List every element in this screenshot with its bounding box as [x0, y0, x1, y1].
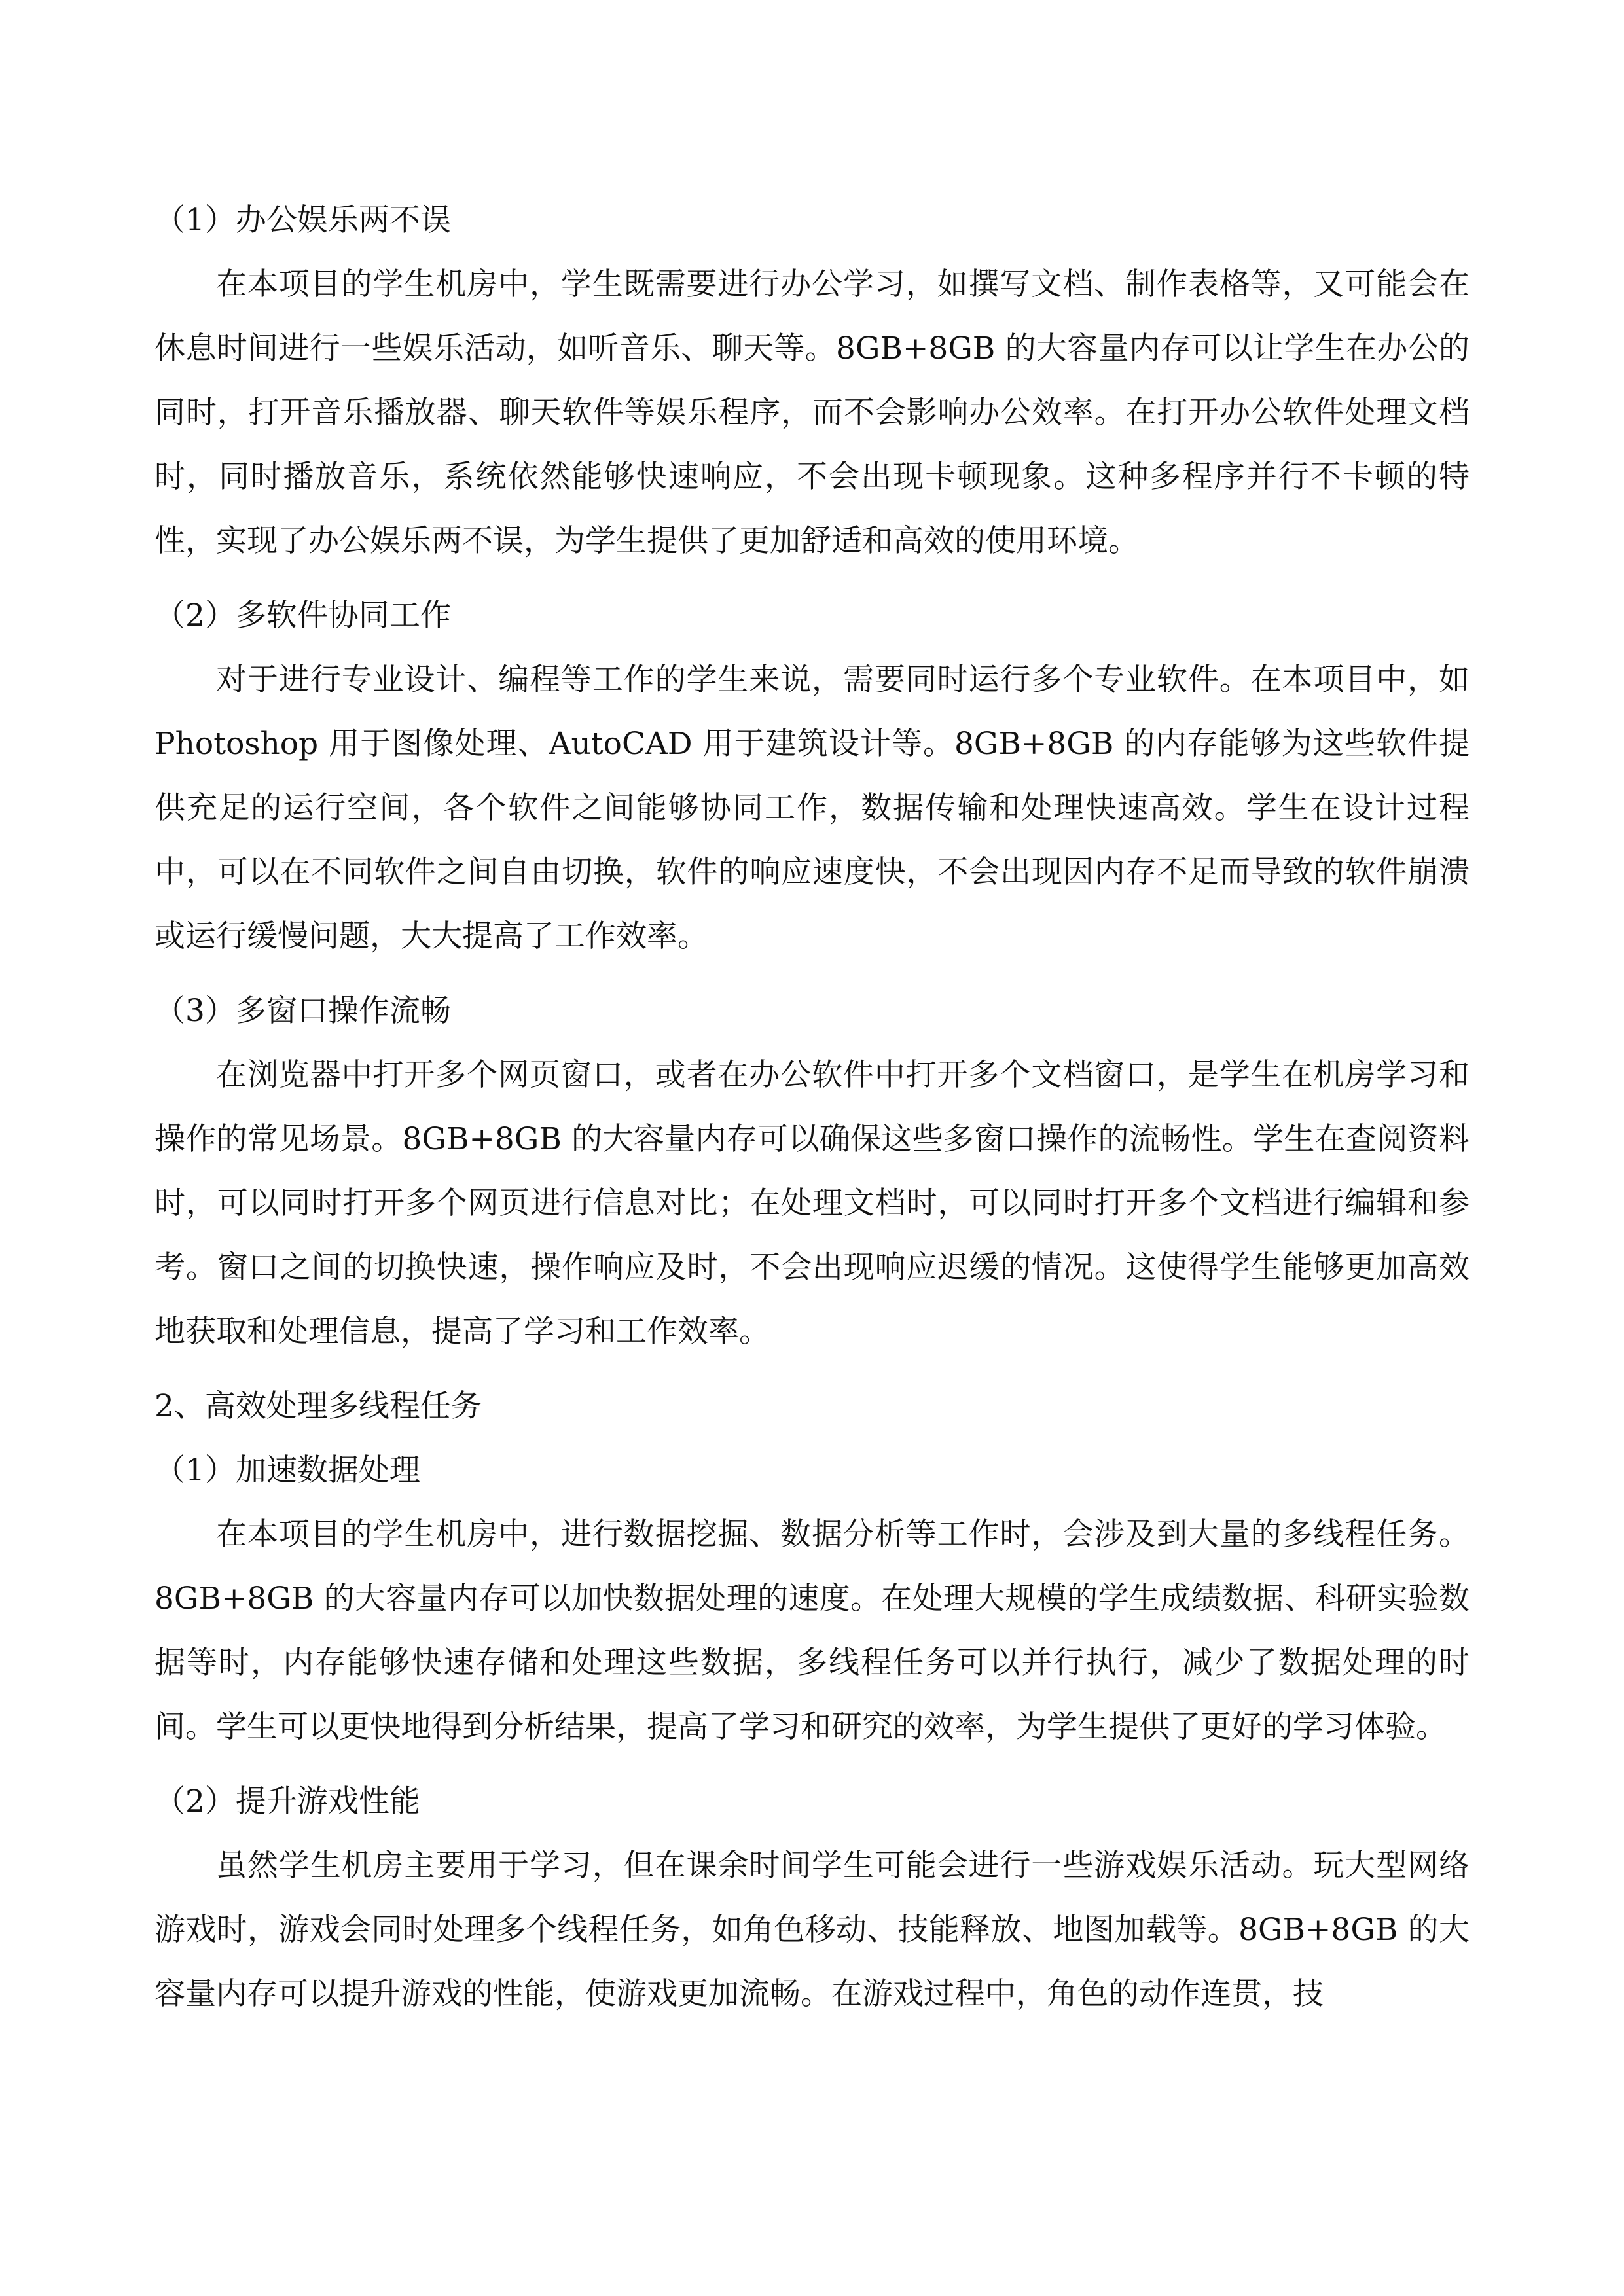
subheading-multi-software: （2）多软件协同工作 [154, 598, 451, 634]
subheading-office-entertainment: （1）办公娱乐两不误 [154, 202, 451, 238]
section-heading-multithread: 2、高效处理多线程任务 [154, 1388, 482, 1424]
paragraph-office-entertainment: 在本项目的学生机房中，学生既需要进行办公学习，如撰写文档、制作表格等，又可能会在休息时间进行一些娱乐活动，如听音乐、聊天等。8GB+8GB 的大容量内存可以让学生在办公的同时，打开音乐播放器、聊天软件等娱乐程序，而不会影响办公效率。在打开办公软件处理文档时，同时播放音乐，系统依然能够快速响应，不会出现卡顿现象。这种多程序并行不卡顿的特性，实现了办公娱乐两不误，为学生提供了更加舒适和高效的使用环境。 [154, 266, 1470, 559]
paragraph-multi-software: 对于进行专业设计、编程等工作的学生来说，需要同时运行多个专业软件。在本项目中，如 Photoshop 用于图像处理、AutoCAD 用于建筑设计等。8GB+8GB 的内存能够为这些软件提供充足的运行空间，各个软件之间能够协同工作，数据传输和处理快速高效。学生在设计过程中，可以在不同软件之间自由切换，软件的响应速度快，不会出现因内存不足而导致的软件崩溃或运行缓慢问题，大大提高了工作效率。 [154, 662, 1470, 954]
subheading-game-performance: （2）提升游戏性能 [154, 1784, 420, 1820]
subheading-multi-window: （3）多窗口操作流畅 [154, 993, 451, 1029]
paragraph-data-processing: 在本项目的学生机房中，进行数据挖掘、数据分析等工作时，会涉及到大量的多线程任务。8GB+8GB 的大容量内存可以加快数据处理的速度。在处理大规模的学生成绩数据、科研实验数据等时，内存能够快速存储和处理这些数据，多线程任务可以并行执行，减少了数据处理的时间。学生可以更快地得到分析结果，提高了学习和研究的效率，为学生提供了更好的学习体验。 [154, 1516, 1470, 1745]
paragraph-game-performance: 虽然学生机房主要用于学习，但在课余时间学生可能会进行一些游戏娱乐活动。玩大型网络游戏时，游戏会同时处理多个线程任务，如角色移动、技能释放、地图加载等。8GB+8GB 的大容量内存可以提升游戏的性能，使游戏更加流畅。在游戏过程中，角色的动作连贯，技 [154, 1848, 1470, 2012]
paragraph-multi-window: 在浏览器中打开多个网页窗口，或者在办公软件中打开多个文档窗口，是学生在机房学习和操作的常见场景。8GB+8GB 的大容量内存可以确保这些多窗口操作的流畅性。学生在查阅资料时，可以同时打开多个网页进行信息对比；在处理文档时，可以同时打开多个文档进行编辑和参考。窗口之间的切换快速，操作响应及时，不会出现响应迟缓的情况。这使得学生能够更加高效地获取和处理信息，提高了学习和工作效率。 [154, 1057, 1470, 1350]
subheading-data-processing: （1）加速数据处理 [154, 1452, 420, 1488]
